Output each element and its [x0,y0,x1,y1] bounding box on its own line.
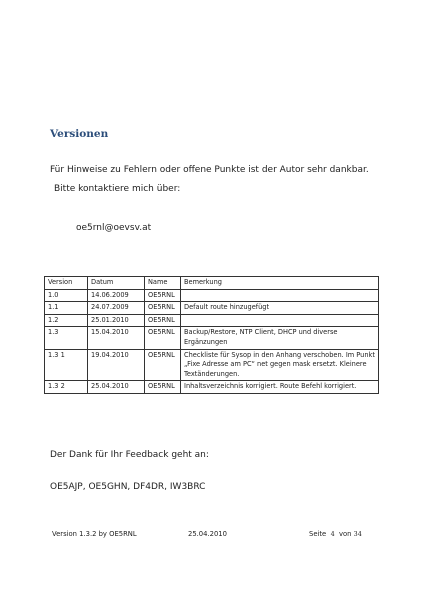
header-date: Datum [88,277,145,290]
cell-date: 24.07.2009 [88,302,145,315]
cell-version: 1.3 [45,327,88,349]
footer-version: Version 1.3.2 by OE5RNL [52,530,137,538]
cell-version: 1.1 [45,302,88,315]
cell-name: OE5RNL [145,381,181,394]
cell-remark: Checkliste für Sysop in den Anhang verschoben. Im Punkt „Fixe Adresse am PC“ net gegen mask ersetzt. Kleinere Textänderungen. [181,349,379,381]
page-number: 4 [330,530,335,538]
contact-line: Bitte kontaktiere mich über: [54,184,181,194]
cell-name: OE5RNL [145,302,181,315]
cell-remark: Backup/Restore, NTP Client, DHCP und diverse Ergänzungen [181,327,379,349]
cell-version: 1.2 [45,314,88,327]
cell-name: OE5RNL [145,327,181,349]
cell-name: OE5RNL [145,349,181,381]
cell-name: OE5RNL [145,314,181,327]
cell-date: 25.04.2010 [88,381,145,394]
footer-page [309,530,362,538]
contact-email[interactable]: oe5rnl@oevsv.at [76,223,152,233]
cell-version: 1.3 2 [45,381,88,394]
cell-remark: Default route hinzugefügt [181,302,379,315]
cell-version: 1.0 [45,289,88,302]
table-row [45,381,379,394]
of-label: von [338,530,352,538]
thanks-line: Der Dank für Ihr Feedback geht an: [50,450,209,460]
section-title: Versionen [50,128,109,140]
cell-remark [181,314,379,327]
thanks-names: OE5AJP, OE5GHN, DF4DR, IW3BRC [50,482,206,492]
version-table [44,276,379,394]
cell-version: 1.3 1 [45,349,88,381]
table-row [45,327,379,349]
cell-date: 15.04.2010 [88,327,145,349]
header-name: Name [145,277,181,290]
header-remark: Bemerkung [181,277,379,290]
cell-remark [181,289,379,302]
footer-date: 25.04.2010 [188,530,227,538]
cell-remark: Inhaltsverzeichnis korrigiert. Route Befehl korrigiert. [181,381,379,394]
table-row [45,314,379,327]
page-label: Seite [309,530,327,538]
table-row [45,349,379,381]
intro-line: Für Hinweise zu Fehlern oder offene Punkte ist der Autor sehr dankbar. [50,165,369,175]
cell-date: 19.04.2010 [88,349,145,381]
table-row [45,302,379,315]
cell-date: 25.01.2010 [88,314,145,327]
table-row [45,289,379,302]
header-version: Version [45,277,88,290]
table-header-row [45,277,379,290]
cell-name: OE5RNL [145,289,181,302]
cell-date: 14.06.2009 [88,289,145,302]
page-total: 34 [353,530,362,538]
